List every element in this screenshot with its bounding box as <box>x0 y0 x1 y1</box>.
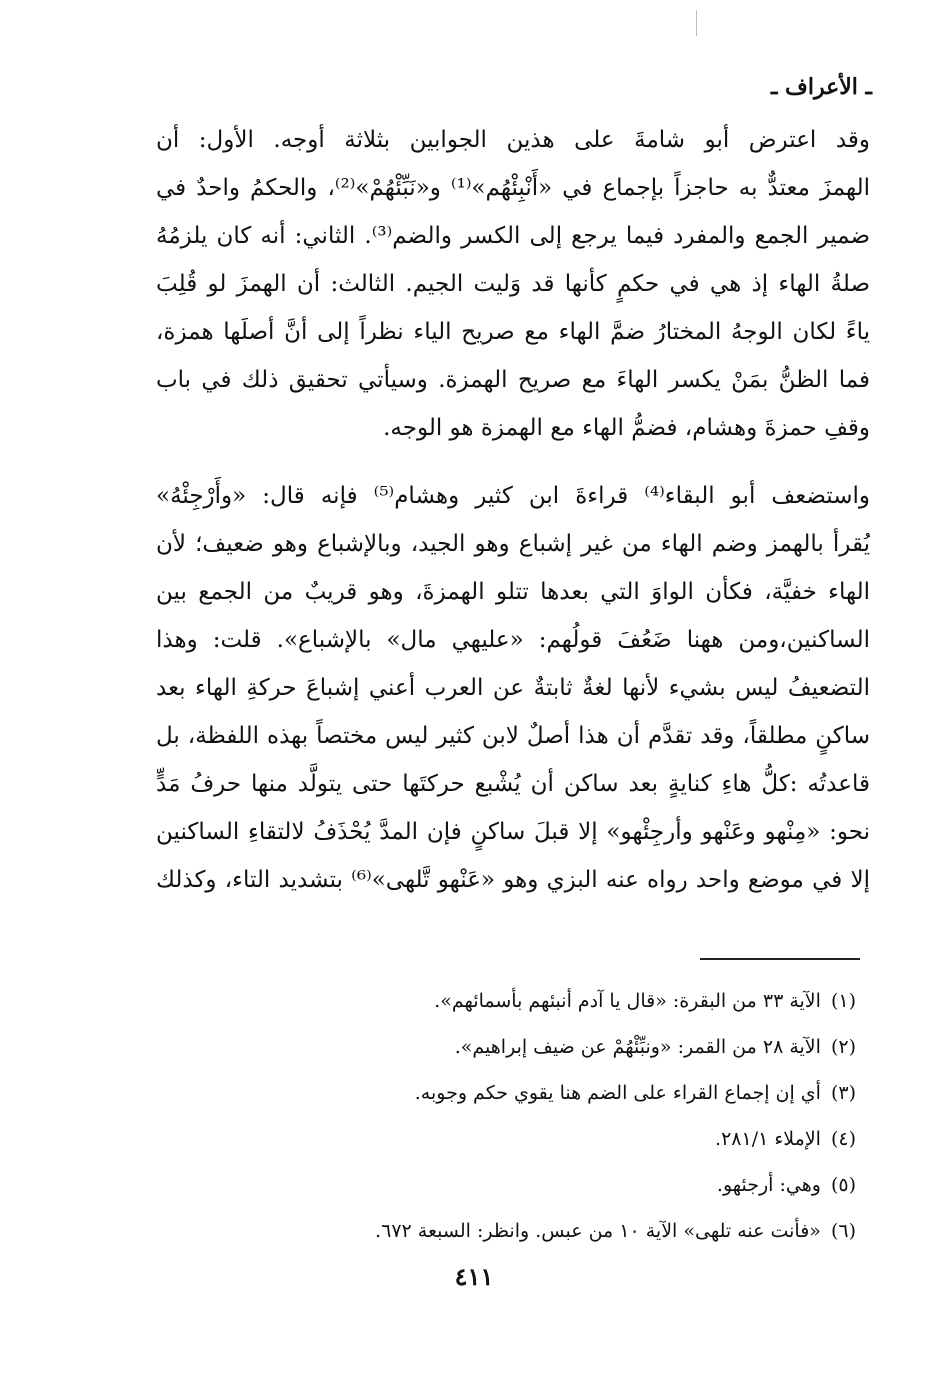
footnote-text: الآية ٢٨ من القمر: «ونبِّئْهُمْ عن ضيف إبراهيم». <box>454 1036 821 1058</box>
text-line: الهاء خفيَّة، فكأن الواوَ التي بعدها تتلو الهمزةَ، وهو قريبٌ من الجمع بين <box>156 579 870 605</box>
footnote-number: (٤) <box>830 1128 856 1150</box>
text-line: نحو: «مِنْهو وعَنْهو وأرجِئْهو» إلا قبلَ ساكنٍ فإن المدَّ يُحْذَفُ لالتقاءِ الساكنين <box>156 819 870 845</box>
footnote-item <box>196 1116 856 1162</box>
text-line: قاعدتُه :كلُّ هاءِ كنايةٍ بعد ساكن أن يُشْبع حركتَها حتى يتولَّد منها حرفُ مَدٍّ <box>156 771 870 797</box>
text-line: وقفِ حمزةَ وهشام، فضمُّ الهاء مع الهمزة هو الوجه. <box>383 415 870 441</box>
footnote-text: الآية ٣٣ من البقرة: «قال يا آدم أنبئهم بأسمائهم». <box>434 990 821 1012</box>
text-line: ضمير الجمع والمفرد فيما يرجع إلى الكسر والضم⁽³⁾. الثاني: أنه كان يلزمُهُ <box>156 223 870 249</box>
footnote-number: (١) <box>830 990 856 1012</box>
text-line: التضعيفُ ليس بشيء لأنها لغةٌ ثابتةٌ عن العرب أعني إشباعَ حركةِ الهاء بعد <box>156 675 870 701</box>
text-line: إلا في موضع واحد رواه عنه البزي وهو «عَنْهو تَّلهى»⁽⁶⁾ بتشديد التاء، وكذلك <box>156 867 870 893</box>
footnote-item <box>196 1162 856 1208</box>
footnote-item <box>196 978 856 1024</box>
footnote-number: (٦) <box>830 1220 856 1242</box>
running-head: ـ الأعراف ـ <box>770 74 872 100</box>
paragraph-2 <box>156 472 870 904</box>
footnotes <box>196 978 856 1254</box>
page-number: ٤١١ <box>454 1262 494 1291</box>
footnote-item <box>196 1024 856 1070</box>
footnote-number: (٢) <box>830 1036 856 1058</box>
footnote-number: (٣) <box>830 1082 856 1104</box>
footnote-text: الإملاء ٢٨١/١. <box>715 1128 821 1150</box>
footnote-text: وهي: أرجئهو. <box>716 1174 821 1196</box>
text-line: ياءً لكان الوجهُ المختارُ ضمَّ الهاء مع صريح الياء نظراً إلى أنَّ أصلَها همزة، <box>156 319 870 345</box>
text-line: الهمزَ معتدٌّ به حاجزاً بإجماع في «أَنْبِئْهُم»⁽¹⁾ و«نَبِّئْهُمْ»⁽²⁾، والحكمُ واحدٌ في <box>156 175 870 201</box>
text-line: فما الظنُّ بمَنْ يكسر الهاءَ مع صريح الهمزة. وسيأتي تحقيق ذلك في باب <box>156 367 870 393</box>
footnote-separator <box>700 958 860 960</box>
text-line: الساكنين،ومن ههنا ضَعُفَ قولُهم: «عليهي مال» بالإشباع». قلت: وهذا <box>156 627 870 653</box>
footnote-item <box>196 1208 856 1254</box>
text-line: ساكنٍ مطلقاً، وقد تقدَّم أن هذا أصلٌ لابن كثير ليس مختصاً بهذه اللفظة، بل <box>156 723 870 749</box>
text-line: وقد اعترض أبو شامةَ على هذين الجوابين بثلاثة أوجه. الأول: أن <box>156 127 870 153</box>
footnote-text: «فأنت عنه تلهى» الآية ١٠ من عبس. وانظر: السبعة ٦٧٢. <box>375 1220 821 1242</box>
text-line: صلةُ الهاء إذ هي في حكمٍ كأنها قد وَليت الجيم. الثالث: أن الهمزَ لو قُلِبَ <box>156 271 870 297</box>
text-line: يُقرأ بالهمز وضم الهاء من غير إشباع وهو الجيد، وبالإشباع وهو ضعيف؛ لأن <box>156 531 870 557</box>
footnote-text: أي إن إجماع القراء على الضم هنا يقوي حكم وجوبه. <box>414 1082 821 1104</box>
paragraph-1 <box>156 116 870 452</box>
text-line: واستضعف أبو البقاء⁽⁴⁾ قراءةَ ابن كثير وهشام⁽⁵⁾ فإنه قال: «وأَرْجِئْهُ» <box>156 483 870 509</box>
footnote-number: (٥) <box>830 1174 856 1196</box>
scan-mark <box>696 10 697 36</box>
footnote-item <box>196 1070 856 1116</box>
